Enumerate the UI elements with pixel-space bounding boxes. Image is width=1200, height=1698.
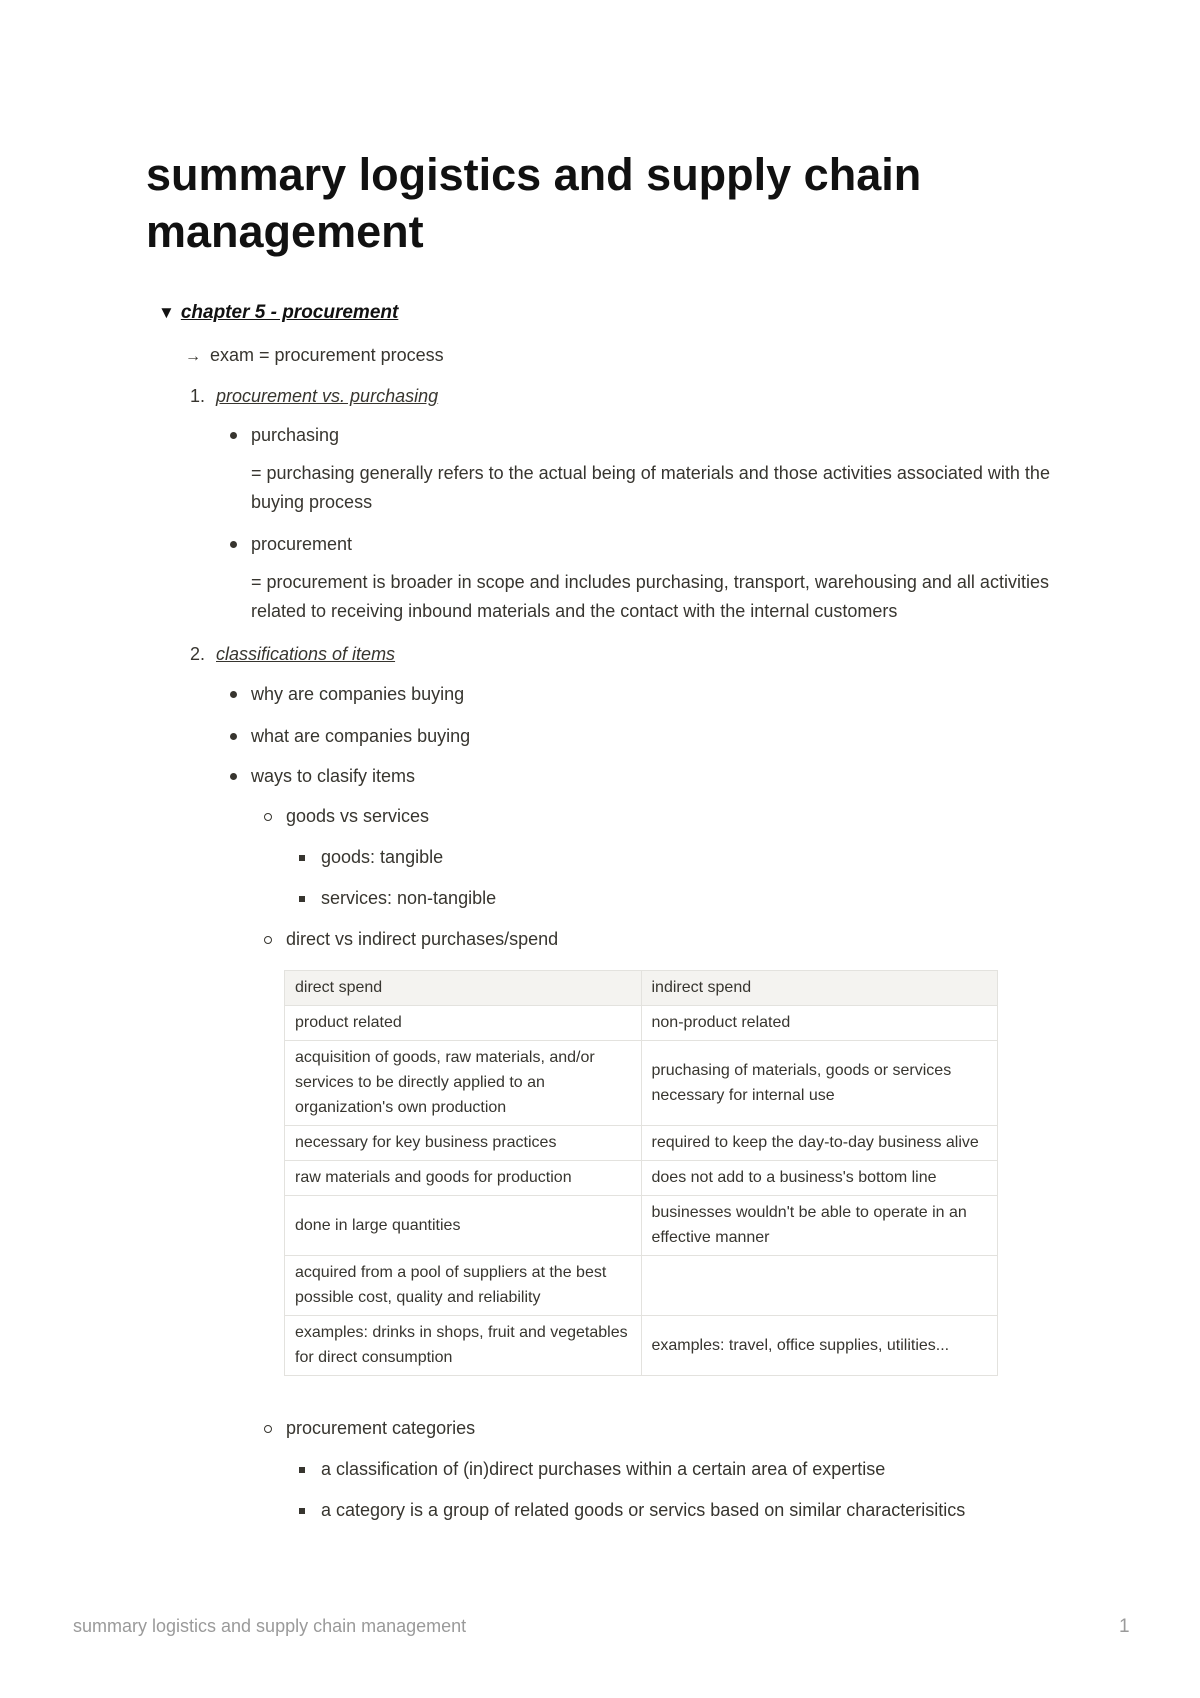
bullet-disc-icon: [230, 541, 237, 548]
list-item: why are companies buying: [251, 684, 465, 704]
table-cell: non-product related: [641, 1006, 998, 1041]
section-1-heading: [190, 382, 438, 411]
list-item: goods: tangible: [321, 847, 444, 867]
list-item: services: non-tangible: [321, 888, 497, 908]
section-2-title: classifications of items: [216, 644, 396, 664]
table-header-cell: direct spend: [285, 971, 642, 1006]
table-cell: examples: travel, office supplies, utilities...: [641, 1316, 998, 1376]
table-row: [285, 1196, 998, 1256]
table-row: [285, 1126, 998, 1161]
table-cell: pruchasing of materials, goods or services necessary for internal use: [641, 1041, 998, 1126]
table-cell: raw materials and goods for production: [285, 1161, 642, 1196]
toggle-label: chapter 5 - procurement: [180, 302, 399, 323]
page-title: summary logistics and supply chain management: [146, 149, 922, 257]
list-item: purchasing: [251, 425, 340, 445]
list-item: direct vs indirect purchases/spend: [286, 929, 559, 949]
bullet-square-icon: [299, 896, 305, 902]
bullet-square-icon: [299, 1508, 305, 1514]
list-item: procurement: [251, 534, 353, 554]
table-cell: examples: drinks in shops, fruit and vegetables for direct consumption: [285, 1316, 642, 1376]
bullet-square-icon: [299, 855, 305, 861]
table-cell: done in large quantities: [285, 1196, 642, 1256]
table-row: [285, 1006, 998, 1041]
bullet-circle-icon: [264, 936, 272, 944]
bullet-disc-icon: [230, 691, 237, 698]
section-1-title: procurement vs. purchasing: [216, 386, 439, 406]
table-cell: acquisition of goods, raw materials, and/or services to be directly applied to an organization's own production: [285, 1041, 642, 1126]
section-2-heading: [190, 640, 395, 669]
list-item: what are companies buying: [251, 726, 471, 746]
table-cell: product related: [285, 1006, 642, 1041]
section-2-number: 2.: [190, 644, 206, 664]
page-number: 1: [1119, 1616, 1130, 1637]
table-header-row: [285, 971, 998, 1006]
table-row: [285, 1041, 998, 1126]
table-cell: [641, 1256, 998, 1316]
definition-text: = procurement is broader in scope and includes purchasing, transport, warehousing and all activities related to receiving inbound materials and the contact with the internal customers: [251, 572, 1049, 621]
footer-title: summary logistics and supply chain management: [73, 1616, 467, 1636]
list-item: goods vs services: [286, 806, 430, 826]
table-row: [285, 1316, 998, 1376]
triangle-down-icon[interactable]: ▼: [158, 303, 175, 322]
spend-table: [284, 970, 998, 1376]
bullet-circle-icon: [264, 813, 272, 821]
exam-text: exam = procurement process: [210, 345, 444, 365]
toggle-chapter-5[interactable]: [158, 300, 398, 326]
table-cell: required to keep the day-to-day business alive: [641, 1126, 998, 1161]
list-item: a category is a group of related goods or servics based on similar characterisitics: [321, 1500, 966, 1520]
arrow-right-icon: →: [185, 348, 201, 365]
definition-text: = purchasing generally refers to the actual being of materials and those activities associated with the buying process: [251, 463, 1050, 512]
table-row: [285, 1256, 998, 1316]
list-item: ways to clasify items: [251, 766, 416, 786]
table-row: [285, 1161, 998, 1196]
list-item: procurement categories: [286, 1418, 476, 1438]
list-item: a classification of (in)direct purchases within a certain area of expertise: [321, 1459, 886, 1479]
bullet-disc-icon: [230, 733, 237, 740]
bullet-circle-icon: [264, 1425, 272, 1433]
table-header-cell: indirect spend: [641, 971, 998, 1006]
table-cell: necessary for key business practices: [285, 1126, 642, 1161]
bullet-square-icon: [299, 1467, 305, 1473]
bullet-disc-icon: [230, 432, 237, 439]
bullet-disc-icon: [230, 773, 237, 780]
table-cell: acquired from a pool of suppliers at the best possible cost, quality and reliability: [285, 1256, 642, 1316]
table-cell: businesses wouldn't be able to operate in an effective manner: [641, 1196, 998, 1256]
table-cell: does not add to a business's bottom line: [641, 1161, 998, 1196]
section-1-number: 1.: [190, 386, 206, 406]
exam-line: [185, 341, 444, 371]
